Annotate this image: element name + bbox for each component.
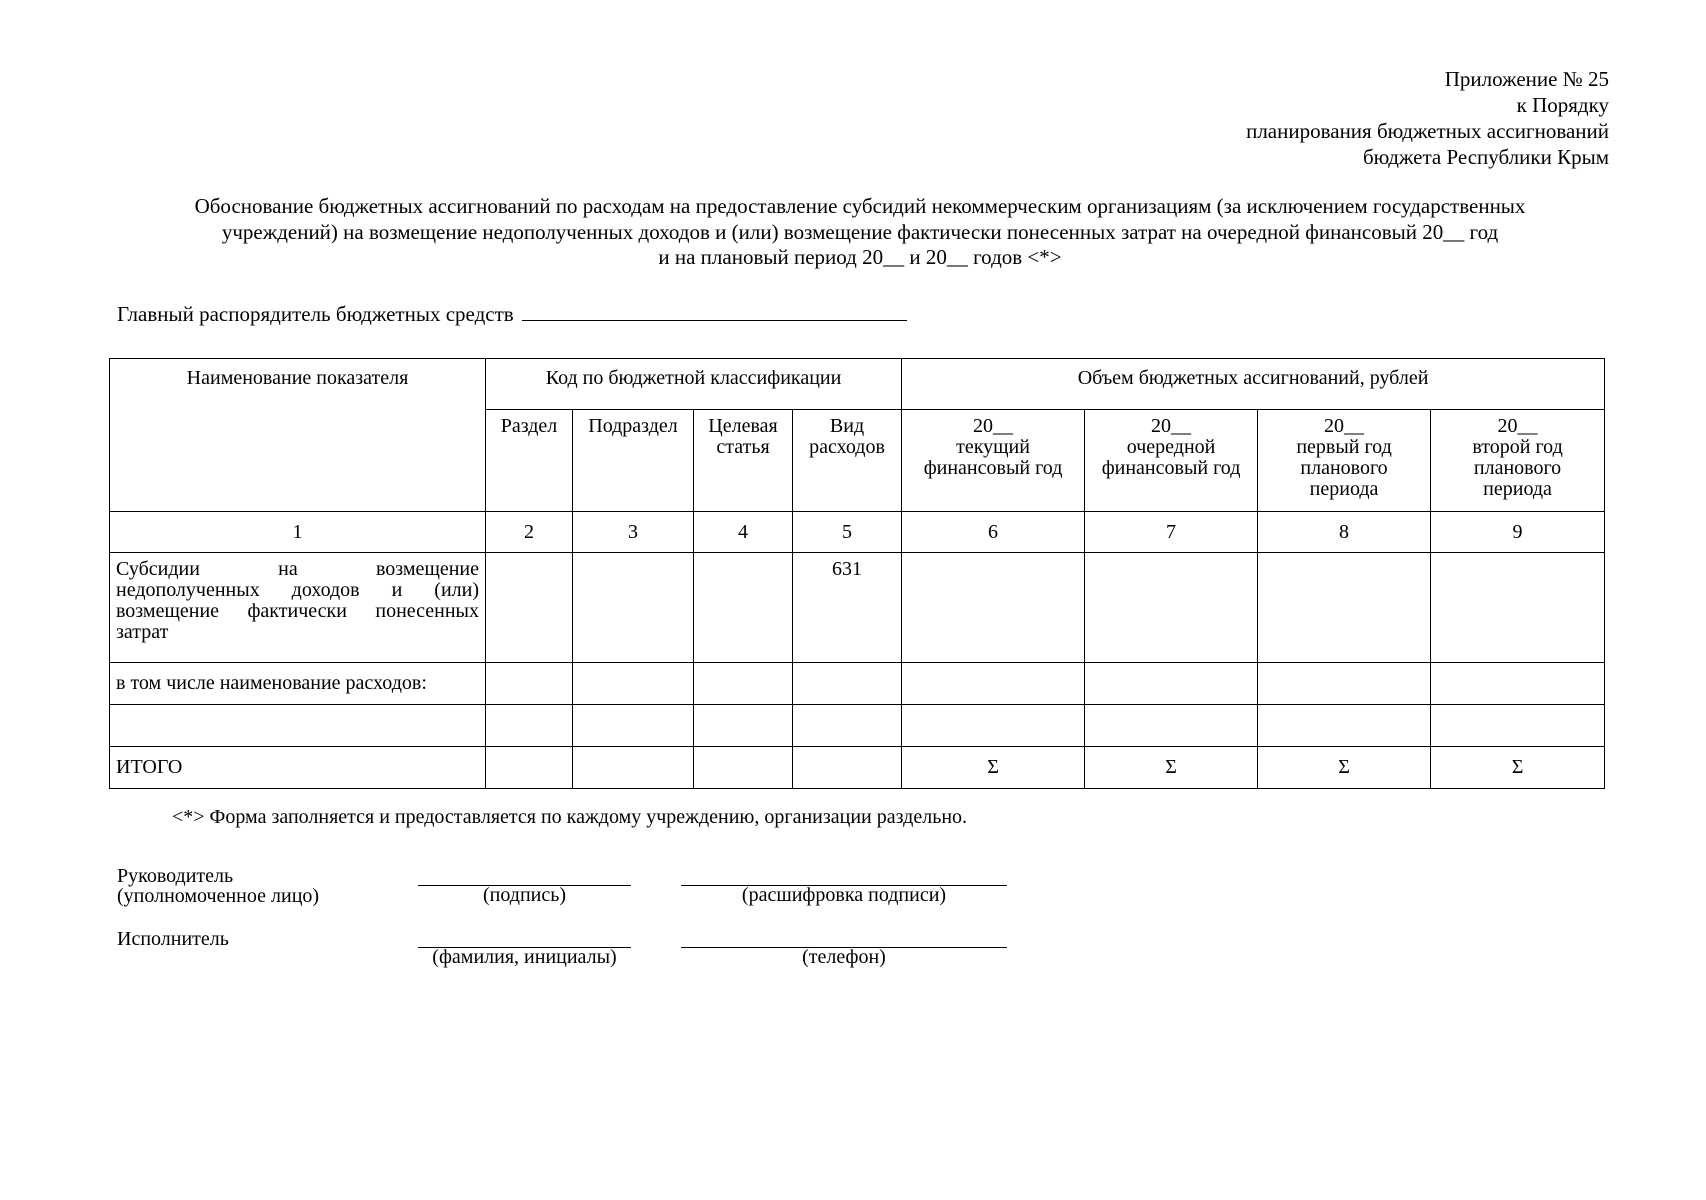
total-sum-8: Σ <box>1258 747 1431 789</box>
executor-name-caption: (фамилия, инициалы) <box>432 946 617 968</box>
cell-input[interactable] <box>1085 705 1258 747</box>
header-code-group: Код по бюджетной классификации <box>486 359 902 410</box>
total-sum-7: Σ <box>1085 747 1258 789</box>
cell-input[interactable] <box>902 705 1085 747</box>
cell-input[interactable] <box>793 705 902 747</box>
table-row <box>110 705 1605 747</box>
header-volume-group: Объем бюджетных ассигнований, рублей <box>902 359 1605 410</box>
head-label-line-2: (уполномоченное лицо) <box>117 885 320 907</box>
appendix-number: Приложение № 25 <box>1444 67 1609 91</box>
footnote: <*> Форма заполняется и предоставляется по каждому учреждению, организации раздельно. <box>172 806 968 828</box>
cell-input[interactable] <box>694 705 793 747</box>
row-subsidy-type-code: 631 <box>793 553 902 663</box>
header-y2-line-3: финансовый год <box>1101 457 1241 479</box>
cell-input[interactable] <box>1085 553 1258 663</box>
head-label-line-1: Руководитель <box>117 865 234 887</box>
signature-caption: (подпись) <box>482 884 567 906</box>
budget-table <box>109 358 1605 789</box>
header-next-year <box>1085 410 1258 512</box>
header-target-article <box>694 410 793 512</box>
cell-input[interactable] <box>1258 553 1431 663</box>
cell-input[interactable] <box>1431 553 1605 663</box>
header-target-line-1: Целевая <box>708 415 778 437</box>
row-subsidy-name: Субсидии на возмещение недополученных доходов и (или) возмещение фактически понесенных затрат <box>110 553 486 663</box>
table-row <box>110 663 1605 705</box>
total-row <box>110 747 1605 789</box>
cell-input[interactable] <box>1258 705 1431 747</box>
column-number-9: 9 <box>1431 512 1605 553</box>
cell-input[interactable] <box>1431 663 1605 705</box>
title-line-1: Обоснование бюджетных ассигнований по расходам на предоставление субсидий некоммерческим организациям (за исключением государственных <box>194 194 1526 218</box>
header-y4-line-2: второй год <box>1472 436 1563 458</box>
column-number-1: 1 <box>110 512 486 553</box>
cell-input[interactable] <box>1258 663 1431 705</box>
header-type-line-2: расходов <box>809 436 885 458</box>
column-number-6: 6 <box>902 512 1085 553</box>
header-second-plan-year <box>1431 410 1605 512</box>
cell-input[interactable] <box>694 553 793 663</box>
column-number-4: 4 <box>694 512 793 553</box>
cell-input[interactable] <box>573 747 694 789</box>
cell-input[interactable] <box>694 747 793 789</box>
executor-label: Исполнитель <box>117 928 229 950</box>
appendix-block <box>1009 66 1609 170</box>
header-y3-line-4: периода <box>1309 478 1379 500</box>
cell-input[interactable] <box>573 553 694 663</box>
header-expense-type <box>793 410 902 512</box>
signature-decoding-caption: (расшифровка подписи) <box>741 884 947 906</box>
manager-field <box>117 302 907 327</box>
header-y2-line-2: очередной <box>1126 436 1216 458</box>
cell-input[interactable] <box>486 663 573 705</box>
cell-input[interactable] <box>573 663 694 705</box>
document-title <box>110 194 1610 271</box>
header-target-line-2: статья <box>716 436 770 458</box>
column-number-7: 7 <box>1085 512 1258 553</box>
appendix-procedure: планирования бюджетных ассигнований <box>1246 119 1609 143</box>
cell-input[interactable] <box>694 663 793 705</box>
appendix-budget: бюджета Республики Крым <box>1362 145 1609 169</box>
cell-input[interactable] <box>1085 663 1258 705</box>
header-first-plan-year <box>1258 410 1431 512</box>
cell-input[interactable] <box>486 553 573 663</box>
cell-input[interactable] <box>486 705 573 747</box>
header-type-line-1: Вид <box>829 415 865 437</box>
cell-input[interactable] <box>486 747 573 789</box>
header-y4-line-4: периода <box>1483 478 1552 500</box>
cell-input[interactable] <box>902 553 1085 663</box>
total-sum-9: Σ <box>1431 747 1605 789</box>
header-y3-line-3: планового <box>1300 457 1388 479</box>
appendix-ref: к Порядку <box>1516 93 1609 117</box>
cell-input[interactable] <box>1431 705 1605 747</box>
cell-input[interactable] <box>110 705 486 747</box>
row-including-name: в том числе наименование расходов: <box>110 663 486 705</box>
manager-label: Главный распорядитель бюджетных средств <box>117 302 514 326</box>
table-row <box>110 553 1605 663</box>
header-indicator: Наименование показателя <box>110 359 486 512</box>
cell-input[interactable] <box>793 747 902 789</box>
header-y4-line-3: планового <box>1473 457 1562 479</box>
header-y3-line-2: первый год <box>1296 436 1392 458</box>
row-total-name: ИТОГО <box>110 747 486 789</box>
header-y4-year: 20__ <box>1497 415 1538 437</box>
column-number-row <box>110 512 1605 553</box>
header-y1-year: 20__ <box>973 415 1014 437</box>
cell-input[interactable] <box>902 663 1085 705</box>
header-subsection: Подраздел <box>573 410 694 512</box>
column-number-3: 3 <box>573 512 694 553</box>
executor-phone-caption: (телефон) <box>802 946 886 968</box>
column-number-8: 8 <box>1258 512 1431 553</box>
header-row-1 <box>110 359 1605 410</box>
column-number-5: 5 <box>793 512 902 553</box>
header-y3-year: 20__ <box>1324 415 1365 437</box>
header-y2-year: 20__ <box>1151 415 1192 437</box>
manager-blank-line[interactable] <box>522 302 907 321</box>
header-y1-line-2: текущий <box>956 436 1030 458</box>
title-line-3: и на плановый период 20__ и 20__ годов <*> <box>658 245 1062 269</box>
title-line-2: учреждений) на возмещение недополученных доходов и (или) возмещение фактически понесенных затрат на очередной финансовый 20__ год <box>221 219 1499 244</box>
header-y1-line-3: финансовый год <box>923 457 1063 479</box>
total-sum-6: Σ <box>902 747 1085 789</box>
cell-input[interactable] <box>793 663 902 705</box>
cell-input[interactable] <box>573 705 694 747</box>
header-current-year <box>902 410 1085 512</box>
head-label <box>117 866 319 906</box>
column-number-2: 2 <box>486 512 573 553</box>
header-section: Раздел <box>486 410 573 512</box>
